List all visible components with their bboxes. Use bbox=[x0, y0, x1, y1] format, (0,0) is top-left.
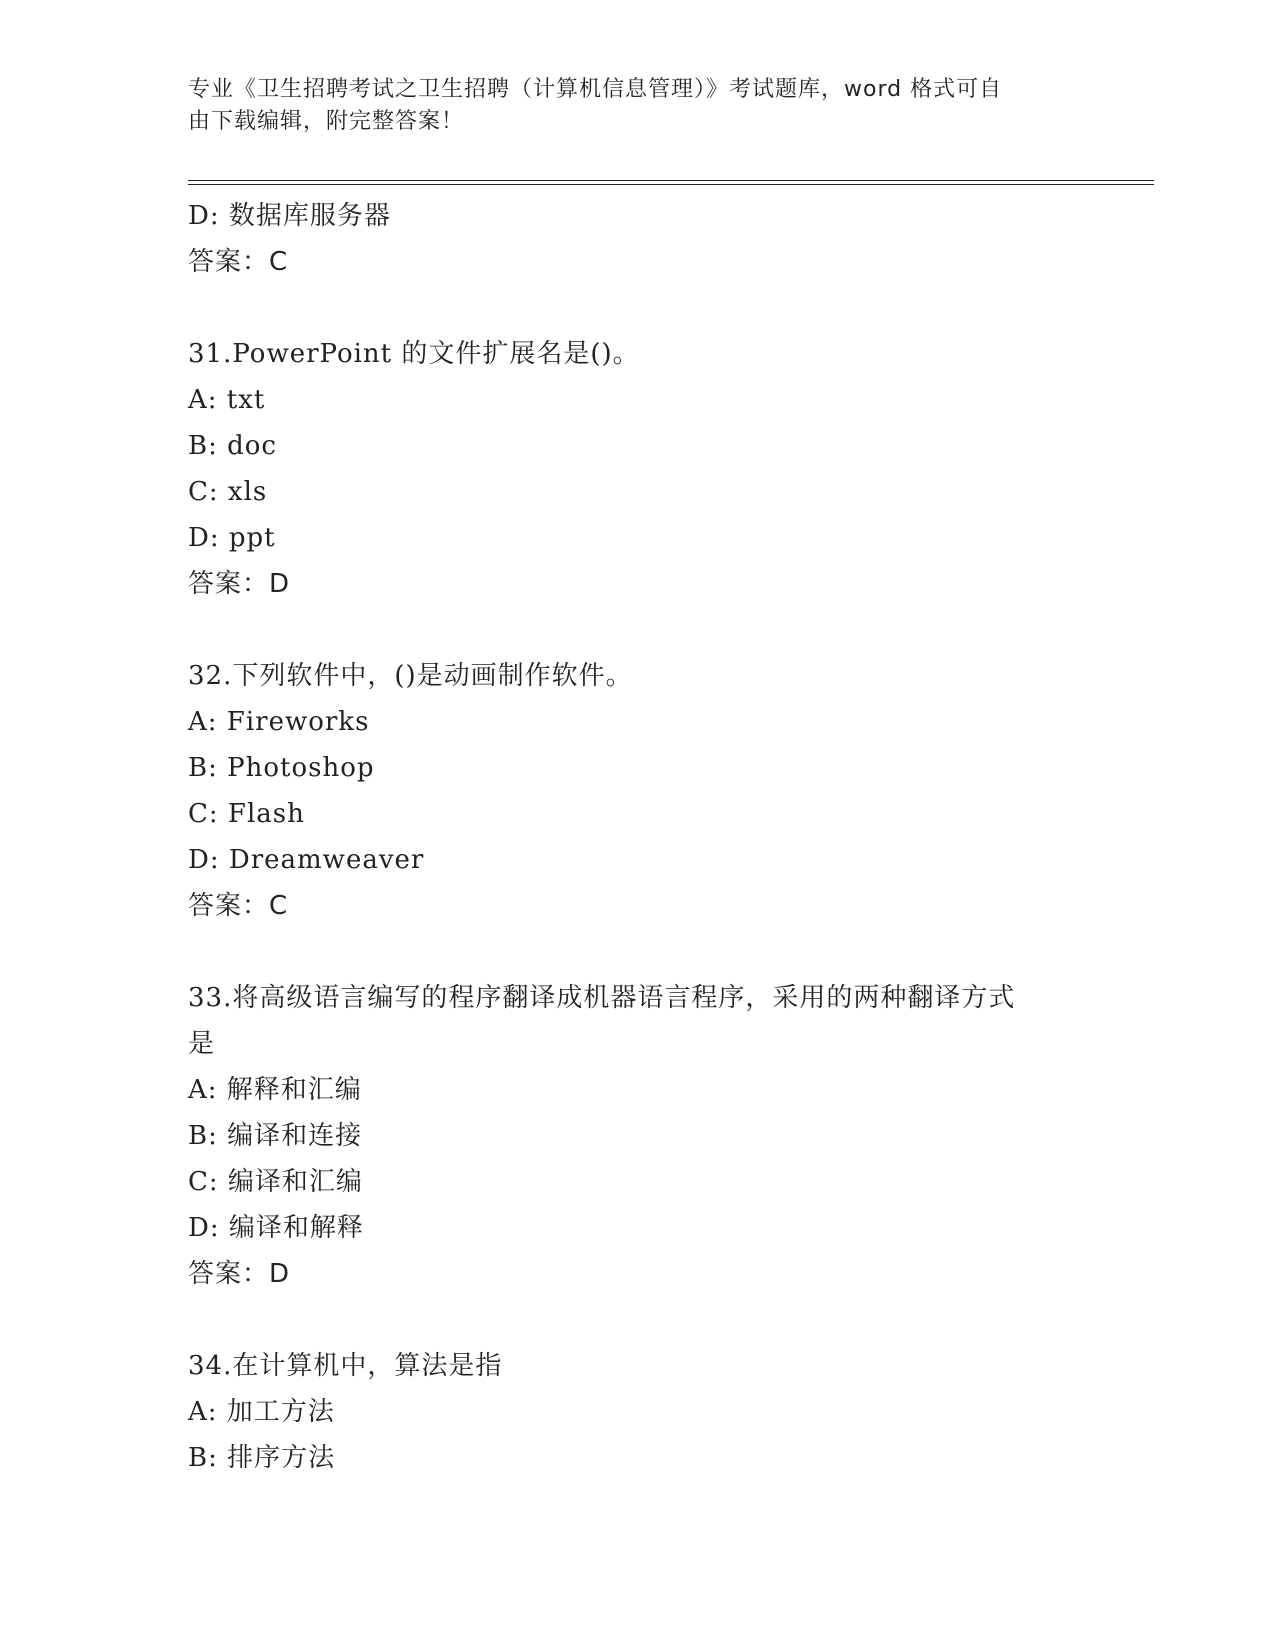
question-title: 34.在计算机中，算法是指 bbox=[188, 1351, 503, 1381]
option-c: C: xls bbox=[188, 477, 268, 507]
spacer bbox=[188, 607, 1088, 653]
header-divider-bottom bbox=[188, 184, 1154, 185]
option-d: D: ppt bbox=[188, 523, 276, 553]
question-title-line-2: 是 bbox=[188, 1029, 216, 1059]
answer: 答案：D bbox=[188, 1259, 291, 1289]
option-a: A: 解释和汇编 bbox=[188, 1075, 362, 1105]
spacer bbox=[188, 1297, 1088, 1343]
prev-question-answer: 答案：C bbox=[188, 247, 289, 277]
option-b: B: doc bbox=[188, 431, 277, 461]
option-d: D: Dreamweaver bbox=[188, 845, 425, 875]
header-divider-top bbox=[188, 180, 1154, 181]
answer: 答案：D bbox=[188, 569, 291, 599]
answer: 答案：C bbox=[188, 891, 289, 921]
option-c: C: 编译和汇编 bbox=[188, 1167, 363, 1197]
question-31 bbox=[188, 331, 1088, 607]
question-34 bbox=[188, 1343, 1088, 1481]
option-b: B: Photoshop bbox=[188, 753, 375, 783]
spacer bbox=[188, 929, 1088, 975]
header-line-2: 由下载编辑，附完整答案！ bbox=[188, 109, 465, 134]
option-c: C: Flash bbox=[188, 799, 305, 829]
spacer bbox=[188, 285, 1088, 331]
question-list bbox=[188, 193, 1088, 1481]
document-header bbox=[188, 74, 1068, 138]
question-title: 31.PowerPoint 的文件扩展名是()。 bbox=[188, 339, 640, 369]
option-b: B: 排序方法 bbox=[188, 1443, 336, 1473]
option-d: D: 编译和解释 bbox=[188, 1213, 364, 1243]
question-title: 32.下列软件中，()是动画制作软件。 bbox=[188, 661, 633, 691]
option-a: A: 加工方法 bbox=[188, 1397, 335, 1427]
header-line-1: 专业《卫生招聘考试之卫生招聘（计算机信息管理）》考试题库，word 格式可自 bbox=[188, 77, 1003, 102]
option-a: A: Fireworks bbox=[188, 707, 370, 737]
prev-question-option-d: D: 数据库服务器 bbox=[188, 201, 391, 231]
option-b: B: 编译和连接 bbox=[188, 1121, 363, 1151]
option-a: A: txt bbox=[188, 385, 266, 415]
question-32 bbox=[188, 653, 1088, 929]
question-33 bbox=[188, 975, 1088, 1297]
question-title-line-1: 33.将高级语言编写的程序翻译成机器语言程序，采用的两种翻译方式 bbox=[188, 983, 1016, 1013]
